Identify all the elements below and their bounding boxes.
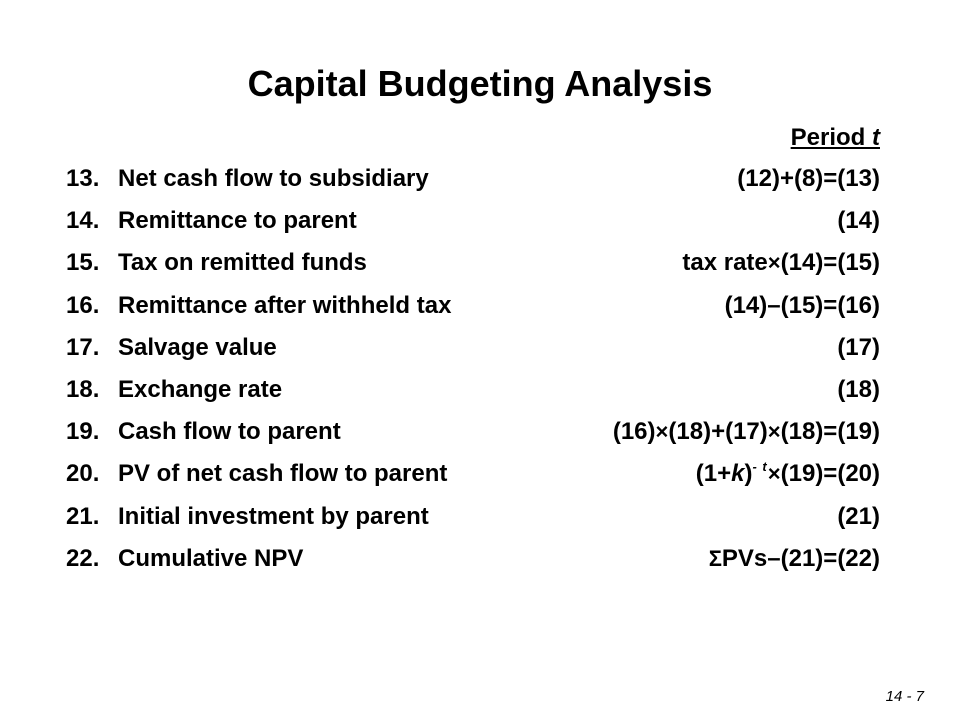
step-number: 22. bbox=[66, 544, 100, 572]
analysis-steps-list bbox=[66, 158, 880, 580]
list-item bbox=[66, 411, 880, 453]
step-label: Tax on remitted funds bbox=[118, 249, 367, 277]
sigma-symbol: Σ bbox=[708, 545, 722, 571]
formula-part: (18)+(17) bbox=[668, 418, 768, 446]
formula-part: (14)=(15) bbox=[780, 249, 880, 277]
list-item bbox=[66, 496, 880, 538]
step-formula: (14) bbox=[837, 207, 880, 235]
step-label: Exchange rate bbox=[118, 375, 283, 403]
period-header-prefix: Period bbox=[790, 124, 872, 151]
list-item bbox=[66, 285, 880, 327]
list-item bbox=[66, 538, 880, 580]
step-formula bbox=[682, 242, 880, 284]
formula-part: tax rate bbox=[682, 249, 768, 277]
step-number: 15. bbox=[66, 249, 100, 277]
list-item bbox=[66, 158, 880, 200]
period-column-header bbox=[791, 118, 880, 158]
step-number: 13. bbox=[66, 165, 100, 192]
step-formula bbox=[709, 538, 880, 580]
step-formula: (21) bbox=[837, 502, 880, 530]
step-number: 20. bbox=[66, 460, 100, 488]
times-symbol: × bbox=[767, 250, 781, 276]
step-label: Remittance to parent bbox=[118, 207, 357, 235]
step-number: 18. bbox=[66, 375, 100, 403]
step-label: Cash flow to parent bbox=[118, 418, 341, 446]
formula-part: PVs–(21)=(22) bbox=[721, 544, 880, 572]
step-label: Remittance after withheld tax bbox=[118, 291, 452, 319]
step-number: 14. bbox=[66, 207, 100, 235]
formula-part: (19)=(20) bbox=[780, 460, 880, 488]
discount-rate-variable: k bbox=[731, 460, 745, 488]
step-formula: (18) bbox=[837, 375, 880, 403]
step-formula: (14)–(15)=(16) bbox=[724, 291, 880, 319]
formula-part: (18)=(19) bbox=[780, 418, 880, 446]
step-number: 21. bbox=[66, 502, 100, 530]
slide-title: Capital Budgeting Analysis bbox=[247, 63, 713, 104]
exponent: - t bbox=[752, 459, 768, 475]
step-number: 16. bbox=[66, 291, 100, 319]
list-item bbox=[66, 369, 880, 411]
step-label: Salvage value bbox=[118, 333, 277, 361]
step-label: Net cash flow to subsidiary bbox=[118, 165, 429, 192]
step-formula bbox=[696, 453, 880, 498]
step-label: Initial investment by parent bbox=[118, 502, 429, 530]
step-number: 17. bbox=[66, 333, 100, 361]
step-label: PV of net cash flow to parent bbox=[118, 460, 448, 488]
times-symbol: × bbox=[655, 419, 669, 445]
list-item bbox=[66, 453, 880, 495]
formula-part: ) bbox=[744, 460, 753, 488]
slide-number: 14 - 7 bbox=[885, 688, 924, 705]
list-item bbox=[66, 327, 880, 369]
step-formula: (12)+(8)=(13) bbox=[737, 165, 880, 192]
times-symbol: × bbox=[767, 419, 781, 445]
period-header-variable: t bbox=[872, 124, 880, 151]
step-number: 19. bbox=[66, 418, 100, 446]
list-item bbox=[66, 242, 880, 284]
times-symbol: × bbox=[767, 461, 781, 487]
step-formula: (17) bbox=[837, 333, 880, 361]
step-formula bbox=[613, 411, 880, 453]
formula-part: (16) bbox=[612, 418, 656, 446]
step-label: Cumulative NPV bbox=[118, 544, 304, 572]
formula-part: (1+ bbox=[695, 460, 732, 488]
list-item bbox=[66, 200, 880, 242]
